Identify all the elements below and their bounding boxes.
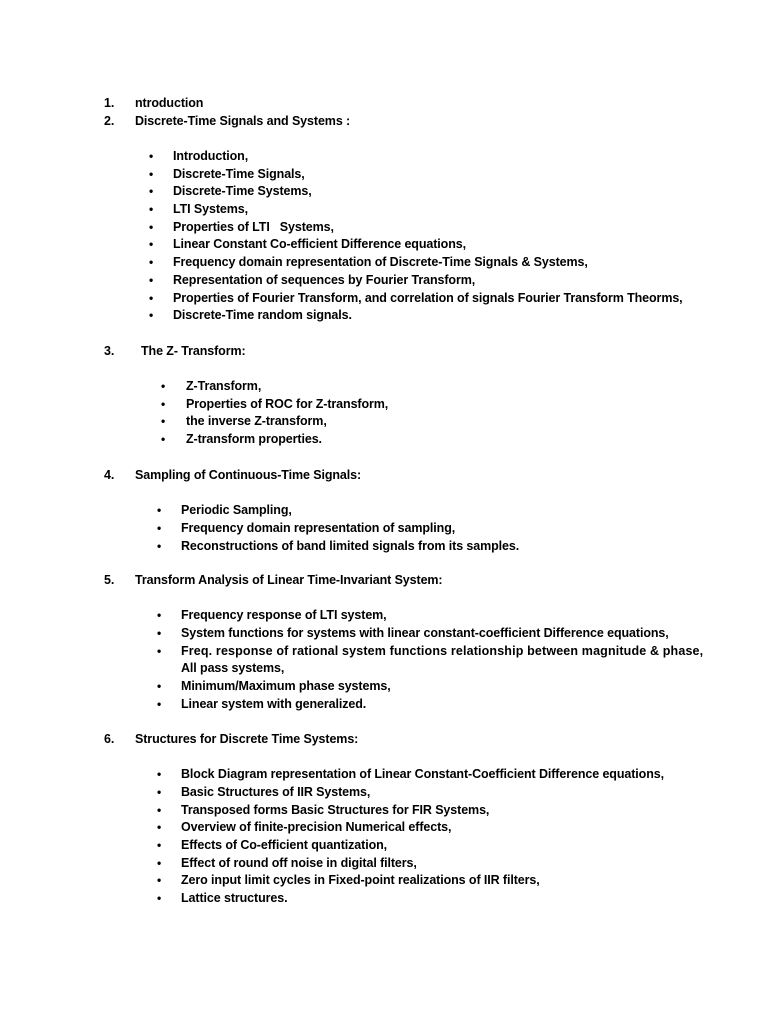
section-title: ntroduction xyxy=(135,96,204,110)
bullet-icon: • xyxy=(157,820,162,834)
list-item-text: Linear system with generalized. xyxy=(181,697,367,711)
section-title: Transform Analysis of Linear Time-Invariant System: xyxy=(135,573,443,587)
list-item-text: Discrete-Time Signals, xyxy=(173,167,305,181)
list-item-text: Properties of LTI Systems, xyxy=(173,220,334,234)
section-title: The Z- Transform: xyxy=(141,344,246,358)
bullet-icon: • xyxy=(149,255,154,269)
bullet-icon: • xyxy=(157,521,162,535)
bullet-icon: • xyxy=(157,503,162,517)
list-item-text: Freq. response of rational system functions relationship between magnitude & phase, xyxy=(181,644,704,658)
list-item-text: Overview of finite-precision Numerical effects, xyxy=(181,820,452,834)
list-item-text: Lattice structures. xyxy=(181,891,288,905)
list-item-text: Basic Structures of IIR Systems, xyxy=(181,785,371,799)
list-item-text: Frequency domain representation of sampling, xyxy=(181,521,456,535)
section-number: 3. xyxy=(104,344,115,358)
bullet-icon: • xyxy=(149,220,154,234)
list-item-text: Periodic Sampling, xyxy=(181,503,292,517)
bullet-icon: • xyxy=(157,679,162,693)
list-item-text: Frequency response of LTI system, xyxy=(181,608,387,622)
bullet-icon: • xyxy=(161,397,166,411)
list-item-text: Reconstructions of band limited signals from its samples. xyxy=(181,539,520,553)
list-item-text: Properties of Fourier Transform, and correlation of signals Fourier Transform Theorms, xyxy=(173,291,683,305)
bullet-icon: • xyxy=(157,626,162,640)
list-item-text: Properties of ROC for Z-transform, xyxy=(186,397,389,411)
list-item-text: Transposed forms Basic Structures for FIR Systems, xyxy=(181,803,490,817)
bullet-icon: • xyxy=(157,891,162,905)
list-item-text: System functions for systems with linear constant-coefficient Difference equations, xyxy=(181,626,669,640)
bullet-icon: • xyxy=(157,767,162,781)
list-item-text: Zero input limit cycles in Fixed-point realizations of IIR filters, xyxy=(181,873,540,887)
list-item-text: the inverse Z-transform, xyxy=(186,414,327,428)
list-item-text: Representation of sequences by Fourier Transform, xyxy=(173,273,476,287)
bullet-icon: • xyxy=(149,237,154,251)
list-item-text: Block Diagram representation of Linear Constant-Coefficient Difference equations, xyxy=(181,767,664,781)
list-item-text: Linear Constant Co-efficient Difference equations, xyxy=(173,237,466,251)
bullet-icon: • xyxy=(157,803,162,817)
list-item-text: Discrete-Time Systems, xyxy=(173,184,312,198)
section-number: 4. xyxy=(104,468,115,482)
bullet-icon: • xyxy=(161,432,166,446)
section-title: Discrete-Time Signals and Systems : xyxy=(135,114,351,128)
bullet-icon: • xyxy=(149,184,154,198)
list-item-text: Introduction, xyxy=(173,149,249,163)
list-item-text: Effects of Co-efficient quantization, xyxy=(181,838,388,852)
bullet-icon: • xyxy=(161,379,166,393)
bullet-icon: • xyxy=(161,414,166,428)
bullet-icon: • xyxy=(149,291,154,305)
bullet-icon: • xyxy=(157,856,162,870)
bullet-icon: • xyxy=(149,167,154,181)
section-title: Structures for Discrete Time Systems: xyxy=(135,732,359,746)
section-number: 5. xyxy=(104,573,115,587)
section-number: 2. xyxy=(104,114,115,128)
bullet-icon: • xyxy=(157,697,162,711)
bullet-icon: • xyxy=(157,785,162,799)
section-number: 1. xyxy=(104,96,115,110)
bullet-icon: • xyxy=(157,608,162,622)
section-title: Sampling of Continuous-Time Signals: xyxy=(135,468,362,482)
bullet-icon: • xyxy=(149,273,154,287)
bullet-icon: • xyxy=(157,838,162,852)
list-item-text: Frequency domain representation of Discrete-Time Signals & Systems, xyxy=(173,255,588,269)
list-item-text: Z-transform properties. xyxy=(186,432,322,446)
bullet-icon: • xyxy=(157,539,162,553)
list-item-text: Effect of round off noise in digital filters, xyxy=(181,856,417,870)
bullet-icon: • xyxy=(149,149,154,163)
bullet-icon: • xyxy=(157,873,162,887)
bullet-icon: • xyxy=(149,308,154,322)
list-item-text: Minimum/Maximum phase systems, xyxy=(181,679,391,693)
list-item-text: All pass systems, xyxy=(181,661,285,675)
list-item-text: Discrete-Time random signals. xyxy=(173,308,352,322)
section-number: 6. xyxy=(104,732,115,746)
bullet-icon: • xyxy=(149,202,154,216)
list-item-text: Z-Transform, xyxy=(186,379,262,393)
list-item-text: LTI Systems, xyxy=(173,202,248,216)
bullet-icon: • xyxy=(157,644,162,658)
